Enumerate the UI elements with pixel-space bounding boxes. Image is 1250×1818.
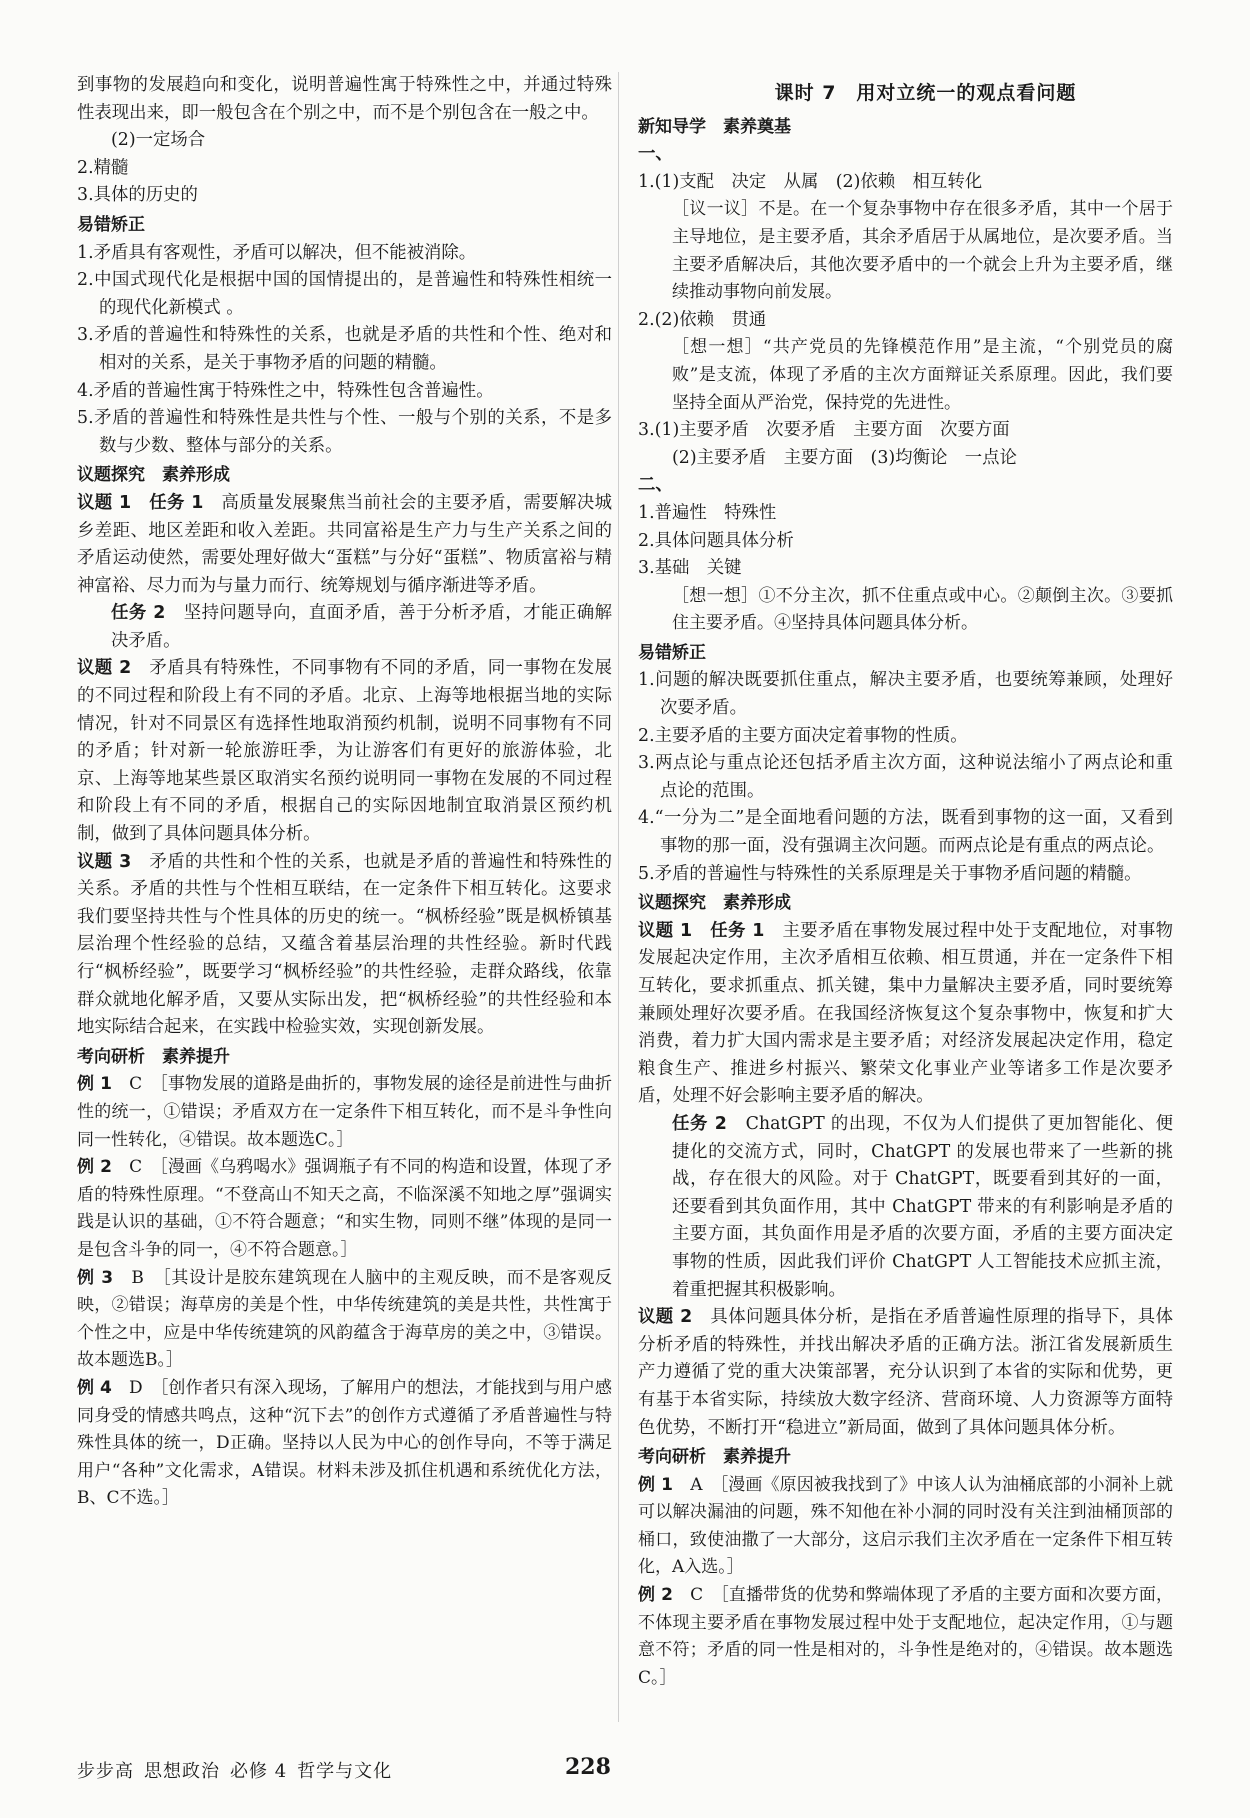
list-item: 2.中国式现代化是根据中国的国情提出的，是普遍性和特殊性相统一的现代化新模式 。 [77,270,612,318]
example-1 [638,1472,1173,1582]
example-answer: D [129,1377,143,1398]
section-title-yicuo: 易错矫正 [77,214,145,235]
answer-line: 3.(1)主要矛盾 次要矛盾 主要方面 次要方面 [638,420,1010,441]
column-divider [618,72,619,1722]
list-item: 3.两点论与重点论还包括矛盾主次方面，这种说法缩小了两点论和重点论的范围。 [638,753,1173,801]
answer-line: (2)主要矛盾 主要方面 (3)均衡论 一点论 [672,447,1017,468]
discuss-text: 不是。在一个复杂事物中存在很多矛盾，其中一个居于主导地位，是主要矛盾，其余矛盾居于从属地位，是次要矛盾。当主要矛盾解决后，其他次要矛盾中的一个就会上升为主要矛盾，继续推动事物向前发展。 [672,199,1174,303]
list-item: 3.矛盾的普遍性和特殊性的关系，也就是矛盾的共性和个性、绝对和相对的关系，是关于事物矛盾的问题的精髓。 [77,325,612,373]
example-answer: C [129,1074,143,1095]
example-label: 例 1 [77,1074,112,1095]
footer-volume: 哲学与文化 [297,1761,393,1782]
task-label: 任务 1 [710,920,765,941]
answer-line: 2.具体问题具体分析 [638,530,794,551]
task-label: 任务 2 [672,1113,727,1134]
section-title-yicuo: 易错矫正 [638,642,706,663]
example-explanation: ［直播带货的优势和弊端体现了矛盾的主要方面和次要方面，不体现主要矛盾在事物发展过程中处于支配地位，起决定作用，①与题意不符；矛盾的同一性是相对的，斗争性是绝对的，④错误。故本题选C。］ [638,1585,1174,1688]
list-item: 2.主要矛盾的主要方面决定着事物的性质。 [638,725,968,746]
section-title-yiti: 议题探究 素养形成 [638,893,791,914]
list-item: 1.问题的解决既要抓住重点，解决主要矛盾，也要统筹兼顾，处理好次要矛盾。 [638,670,1173,719]
task-label: 任务 2 [111,603,166,624]
topic-1 [638,918,1173,1111]
example-4 [77,1375,612,1513]
answer-line: 2.(2)依赖 贯通 [638,309,767,330]
example-explanation: ［漫画《原因被我找到了》中该人认为油桶底部的小洞补上就可以解决漏油的问题，殊不知他在补小洞的同时没有关注到油桶顶部的桶口，致使油撒了一大部分，这启示我们主次矛盾在一定条件下相互转化，A入选。］ [638,1474,1174,1578]
topic-label: 议题 3 [77,851,132,872]
example-explanation: ［漫画《乌鸦喝水》强调瓶子有不同的构造和设置，体现了矛盾的特殊性原理。“不登高山不知天之高，不临深溪不知地之厚”强调实践是认识的基础，①不符合题意；“和实生物，同则不继”体现的是同一是包含斗争的同一，④不符合题意。］ [77,1157,613,1260]
footer-subject: 思想政治 [144,1761,220,1782]
topic-2 [638,1304,1173,1442]
discuss-label: ［议一议］ [672,199,759,220]
section-title-xinzhi: 新知导学 素养奠基 [638,116,791,137]
example-answer: A [690,1474,703,1495]
intro-item: 2.精髓 [77,157,129,178]
task-2 [638,1111,1173,1304]
example-2 [77,1154,612,1264]
task-text: ChatGPT 的出现，不仅为人们提供了更加智能化、便捷化的交流方式，同时，ChatGPT 的发展也带来了一些新的挑战，存在很大的风险。对于 ChatGPT，既要看到其好的一面，还要看到其负面作用，其中 ChatGPT 带来的有利影响是矛盾的主要方面，其负面作用是矛盾的次要方面，矛盾的主要方面决定事物的性质，因此我们评价 ChatGPT 人工智能技术应抓主流，着重把握其积极影响。 [672,1113,1173,1300]
topic-label: 议题 1 [77,492,132,513]
think-label: ［想一想］ [672,337,763,358]
topic-label: 议题 2 [638,1307,693,1328]
footer-book-info [77,1757,402,1783]
topic-1 [77,490,612,600]
list-item: 5.矛盾的普遍性与特殊性的关系原理是关于事物矛盾问题的精髓。 [638,863,1142,884]
page-number: 228 [565,1754,611,1780]
topic-text: 矛盾具有特殊性，不同事物有不同的矛盾，同一事物在发展的不同过程和阶段上有不同的矛盾。北京、上海等地根据当地的实际情况，针对不同景区有选择性地取消预约机制，说明不同事物有不同的矛盾；针对新一轮旅游旺季，为让游客们有更好的旅游体验，北京、上海等地某些景区取消实名预约说明同一事物在发展的不同过程和阶段上有不同的矛盾，根据自己的实际因地制宜取消景区预约机制，做到了具体问题具体分析。 [77,658,612,845]
example-1 [77,1071,612,1154]
example-label: 例 4 [77,1377,112,1398]
right-column [638,72,1173,1692]
think-block [638,583,1173,638]
example-explanation: ［创作者只有深入现场，了解用户的想法，才能找到与用户感同身受的情感共鸣点，这种“沉下去”的创作方式遵循了矛盾普遍性与特殊性具体的统一，D正确。坚持以人民为中心的创作导向，不等于满足用户“各种”文化需求，A错误。材料未涉及抓住机遇和系统优化方法，B、C不选。］ [77,1377,613,1509]
example-answer: B [131,1267,144,1288]
part-label: 一、 [638,144,673,165]
think-block [638,334,1173,417]
answer-line: 1.普遍性 特殊性 [638,502,777,523]
task-text: 坚持问题导向，直面矛盾，善于分析矛盾，才能正确解决矛盾。 [111,603,612,651]
think-text: “共产党员的先锋模范作用”是主流，“个别党员的腐败”是支流，体现了矛盾的主次方面辩证关系原理。因此，我们要坚持全面从严治党，保持党的先进性。 [672,337,1174,413]
task-label: 任务 1 [149,492,204,513]
intro-item: (2)一定场合 [111,130,206,151]
lesson-title: 课时 7 用对立统一的观点看问题 [774,82,1077,104]
task-2 [77,600,612,655]
example-label: 例 2 [638,1585,673,1606]
example-label: 例 2 [77,1157,112,1178]
task-text: 主要矛盾在事物发展过程中处于支配地位，对事物发展起决定作用，主次矛盾相互依赖、相互贯通，并在一定条件下相互转化，要求抓重点、抓关键，集中力量解决主要矛盾，同时要统筹兼顾处理好次要矛盾。在我国经济恢复这个复杂事物中，恢复和扩大消费，着力扩大国内需求是主要矛盾；对经济发展起决定作用，稳定粮食生产、推进乡村振兴、繁荣文化事业产业等诸多工作是次要矛盾，处理不好会影响主要矛盾的解决。 [638,920,1173,1107]
footer-book: 必修 4 [230,1761,288,1782]
think-label: ［想一想］ [672,585,759,606]
part-label: 二、 [638,475,673,496]
section-title-kaoxiang: 考向研析 素养提升 [77,1046,230,1067]
intro-item: 3.具体的历史的 [77,185,198,206]
think-text: ①不分主次，抓不住重点或中心。②颠倒主次。③要抓住主要矛盾。④坚持具体问题具体分析。 [672,585,1174,634]
list-item: 1.矛盾具有客观性，矛盾可以解决，但不能被消除。 [77,242,477,263]
list-item: 4.“一分为二”是全面地看问题的方法，既看到事物的这一面，又看到事物的那一面，没有强调主次问题。而两点论是有重点的两点论。 [638,808,1173,857]
section-title-kaoxiang: 考向研析 素养提升 [638,1447,791,1468]
example-label: 例 1 [638,1474,673,1495]
intro-text: 到事物的发展趋向和变化，说明普遍性寓于特殊性之中，并通过特殊性表现出来，即一般包含在个别之中，而不是个别包含在一般之中。 [77,75,612,123]
answer-line: 1.(1)支配 决定 从属 (2)依赖 相互转化 [638,171,983,192]
example-answer: C [129,1157,143,1178]
footer-brand: 步步高 [77,1761,134,1782]
example-answer: C [690,1585,704,1606]
task-text: 高质量发展聚焦当前社会的主要矛盾，需要解决城乡差距、地区差距和收入差距。共同富裕是生产力与生产关系之间的矛盾运动使然，需要处理好做大“蛋糕”与分好“蛋糕”、物质富裕与精神富裕、尽力而为与量力而行、统筹规划与循序渐进等矛盾。 [77,492,612,596]
example-explanation: ［事物发展的道路是曲折的，事物发展的途径是前进性与曲折性的统一，①错误；矛盾双方在一定条件下相互转化，而不是斗争性向同一性转化，④错误。故本题选C。］ [77,1074,613,1150]
list-item: 5.矛盾的普遍性和特殊性是共性与个性、一般与个别的关系，不是多数与少数、整体与部分的关系。 [77,408,612,456]
section-title-yiti: 议题探究 素养形成 [77,465,230,486]
example-2 [638,1582,1173,1692]
example-label: 例 3 [77,1267,114,1288]
example-3 [77,1265,612,1375]
list-item: 4.矛盾的普遍性寓于特殊性之中，特殊性包含普遍性。 [77,380,494,401]
topic-2 [77,655,612,848]
topic-3 [77,849,612,1042]
topic-text: 具体问题具体分析，是指在矛盾普遍性原理的指导下，具体分析矛盾的特殊性，并找出解决矛盾的正确方法。浙江省发展新质生产力遵循了党的重大决策部署，充分认识到了本省的实际和优势，更有基于本省实际，持续放大数字经济、营商环境、人力资源等方面特色优势，不断打开“稳进立”新局面，做到了具体问题具体分析。 [638,1307,1173,1438]
example-explanation: ［其设计是胶东建筑现在人脑中的主观反映，而不是客观反映，②错误；海草房的美是个性，中华传统建筑的美是共性，共性寓于个性之中，应是中华传统建筑的风韵蕴含于海草房的美之中，③错误。故本题选B。］ [77,1267,613,1371]
topic-text: 矛盾的共性和个性的关系，也就是矛盾的普遍性和特殊性的关系。矛盾的共性与个性相互联结，在一定条件下相互转化。这要求我们要坚持共性与个性具体的历史的统一。“枫桥经验”既是枫桥镇基层治理个性经验的总结，又蕴含着基层治理的共性经验。新时代践行“枫桥经验”，既要学习“枫桥经验”的共性经验，走群众路线，依靠群众就地化解矛盾，又要从实际出发，把“枫桥经验”的共性经验和本地实际结合起来，在实践中检验实效，实现创新发展。 [77,851,612,1038]
left-column [77,72,612,1513]
answer-line: 3.基础 关键 [638,558,742,579]
discuss-block [638,196,1173,306]
topic-label: 议题 1 [638,920,693,941]
topic-label: 议题 2 [77,658,132,679]
